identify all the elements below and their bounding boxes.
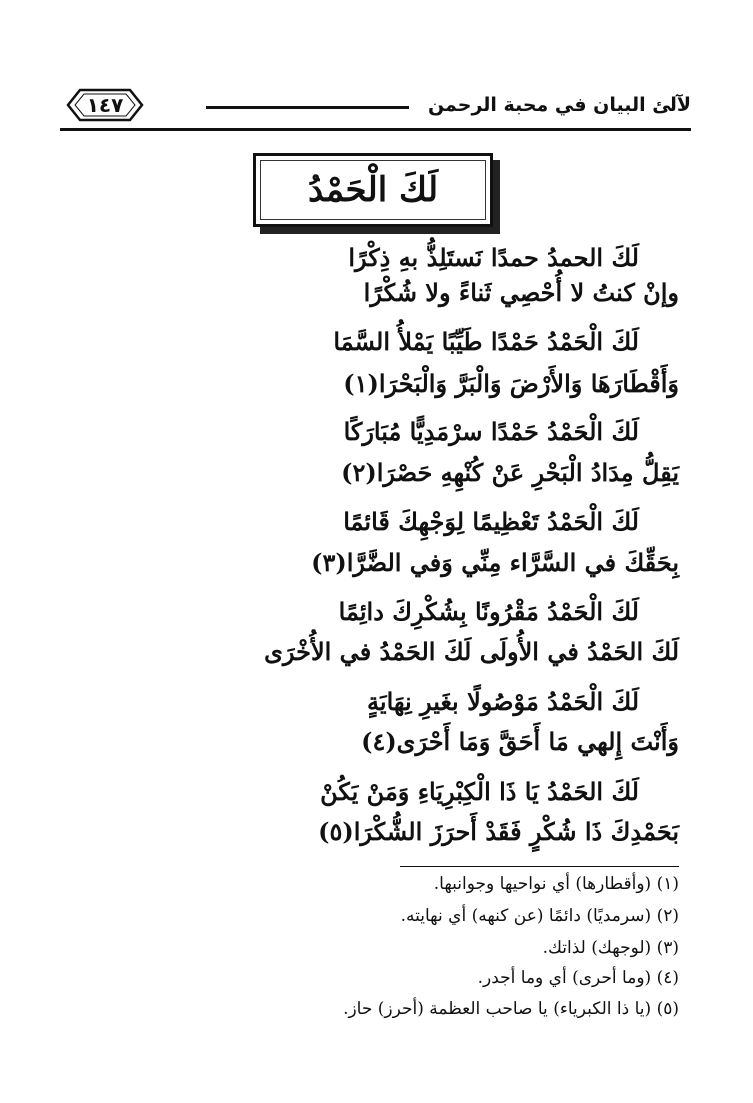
poem-line: لَكَ الْحَمْدُ تَعْظِيمًا لِوَجْهِكَ قَائمًا	[343, 507, 639, 536]
footnote: (٣) (لوجهك) لذاتك.	[542, 938, 679, 958]
poem-line: لَكَ الْحَمْدُ حَمْدًا طَيِّبًا يَمْلأُ السَّمَا	[333, 327, 639, 356]
footnote-separator	[400, 866, 679, 867]
poem-line: وَأَقْطَارَهَا وَالأَرْضَ وَالْبَرَّ وَالْبَحْرَا(١)	[343, 369, 679, 398]
poem-line: بَحَمْدِكَ ذَا شُكْرٍ فَقَدْ أَحرَزَ الشُّكْرَا(٥)	[318, 817, 679, 846]
poem-line: يَقِلُّ مِدَادُ الْبَحْرِ عَنْ كُنْهِهِ حَصْرَا(٢)	[341, 458, 679, 487]
footnote: (١) (وأقطارها) أي نواحيها وجوانبها.	[433, 874, 679, 894]
poem-line: لَكَ الْحَمْدُ مَقْرُونًا بِشُكْرِكَ دائِمًا	[338, 597, 639, 626]
poem-line: بِحَقِّكَ في السَّرَّاء مِنِّي وَفي الضَّرَّا(٣)	[311, 548, 679, 577]
poem-line: لَكَ الْحَمْدُ حَمْدًا سرْمَدِيًّا مُبَارَكًا	[343, 417, 639, 446]
poem-title: لَكَ الْحَمْدُ	[307, 170, 439, 210]
footnote: (٥) (يا ذا الكبرياء) يا صاحب العظمة (أحرز) حاز.	[343, 999, 679, 1019]
running-header-title: لآلئ البيان في محبة الرحمن	[427, 94, 691, 116]
poem-line: وَأَنْتَ إِلهي مَا أَحَقَّ وَمَا أَحْرَى(٤)	[361, 727, 679, 756]
page-number: ١٤٧	[86, 93, 124, 117]
poem-line: لَكَ الحمدُ حمدًا نَستَلِذُّ بهِ ذِكْرًا	[348, 243, 639, 272]
poem-line: لَكَ الحَمْدُ في الأُولَى لَكَ الحَمْدُ في الأُخْرَى	[264, 637, 679, 666]
header-rule	[206, 106, 409, 109]
header-underline	[60, 128, 691, 131]
poem-title-box	[253, 153, 493, 227]
poem-line: لَكَ الحَمْدُ يَا ذَا الْكِبْرِيَاءِ وَمَنْ يَكُنْ	[320, 777, 639, 806]
page-number-badge	[66, 88, 144, 122]
poem-title-frame	[260, 160, 486, 220]
footnote: (٢) (سرمديًا) دائمًا (عن كنهه) أي نهايته.	[400, 906, 679, 926]
poem-line: لَكَ الْحَمْدُ مَوْصُولًا بغَيرِ نِهَايَةٍ	[367, 687, 639, 716]
poem-line: وإنْ كنتُ لا أُحْصِي ثَناءً ولا شُكْرًا	[363, 278, 679, 307]
footnote: (٤) (وما أحرى) أي وما أجدر.	[477, 968, 679, 988]
